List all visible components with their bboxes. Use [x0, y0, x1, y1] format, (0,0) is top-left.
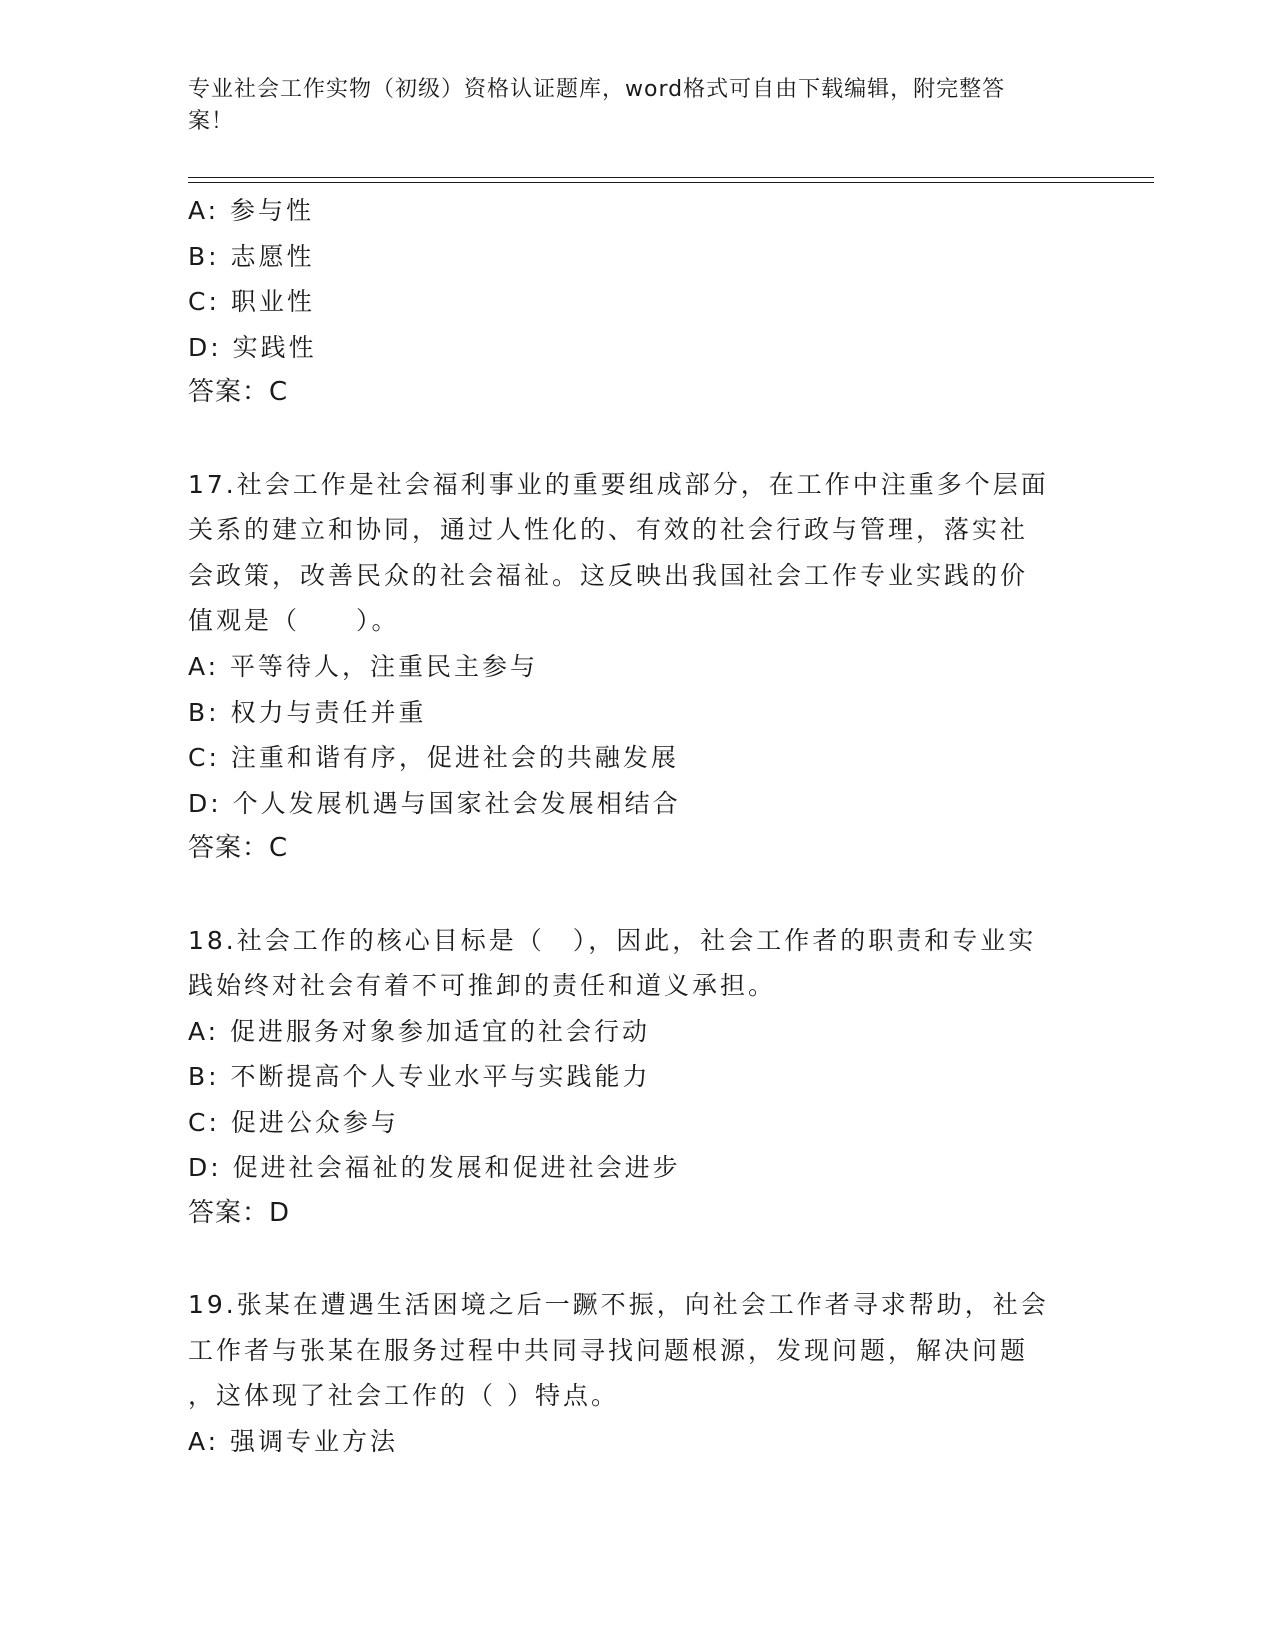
- document-header: [188, 74, 1068, 138]
- header-divider-bottom: [188, 182, 1154, 183]
- header-line-1: 专业社会工作实物（初级）资格认证题库，word格式可自由下载编辑，附完整答: [188, 77, 1006, 102]
- question-text-line: 18.社会工作的核心目标是（ ），因此，社会工作者的职责和专业实: [188, 925, 1037, 955]
- option-a: A: 参与性: [188, 196, 315, 225]
- option-d: D: 实践性: [188, 332, 317, 362]
- header-divider-top: [188, 177, 1154, 178]
- question-content: [188, 188, 1088, 1465]
- answer: 答案：C: [188, 833, 289, 864]
- option-c: C: 注重和谐有序，促进社会的共融发展: [188, 743, 679, 773]
- question-text-line: 值观是（ ）。: [188, 606, 400, 636]
- question-text-line: 工作者与张某在服务过程中共同寻找问题根源，发现问题，解决问题: [188, 1335, 1029, 1365]
- question-17: [188, 462, 1088, 872]
- question-19: [188, 1282, 1088, 1464]
- option-d: D: 促进社会福祉的发展和促进社会进步: [188, 1153, 681, 1183]
- option-c: C: 促进公众参与: [188, 1107, 399, 1137]
- answer: 答案：D: [188, 1198, 291, 1229]
- question-text-line: 17.社会工作是社会福利事业的重要组成部分，在工作中注重多个层面: [188, 469, 1049, 499]
- option-a: A: 促进服务对象参加适宜的社会行动: [188, 1016, 651, 1046]
- spacer: [188, 416, 1088, 462]
- option-c: C: 职业性: [188, 287, 315, 317]
- header-line-2: 案！: [188, 109, 235, 134]
- option-a: A: 平等待人，注重民主参与: [188, 651, 539, 681]
- option-b: B: 不断提高个人专业水平与实践能力: [188, 1062, 651, 1092]
- question-text-line: 19.张某在遭遇生活困境之后一蹶不振，向社会工作者寻求帮助，社会: [188, 1290, 1049, 1320]
- spacer: [188, 872, 1088, 918]
- option-d: D: 个人发展机遇与国家社会发展相结合: [188, 788, 681, 818]
- question-16: [188, 188, 1088, 416]
- answer: 答案：C: [188, 377, 289, 408]
- question-text-line: 会政策，改善民众的社会福祉。这反映出我国社会工作专业实践的价: [188, 560, 1029, 590]
- option-a: A: 强调专业方法: [188, 1427, 399, 1457]
- question-text-line: ，这体现了社会工作的（ ）特点。: [188, 1381, 619, 1411]
- option-b: B: 权力与责任并重: [188, 697, 427, 727]
- question-text-line: 践始终对社会有着不可推卸的责任和道义承担。: [188, 971, 777, 1001]
- spacer: [188, 1237, 1088, 1283]
- question-18: [188, 918, 1088, 1237]
- option-b: B: 志愿性: [188, 241, 315, 271]
- question-text-line: 关系的建立和协同，通过人性化的、有效的社会行政与管理，落实社: [188, 515, 1029, 545]
